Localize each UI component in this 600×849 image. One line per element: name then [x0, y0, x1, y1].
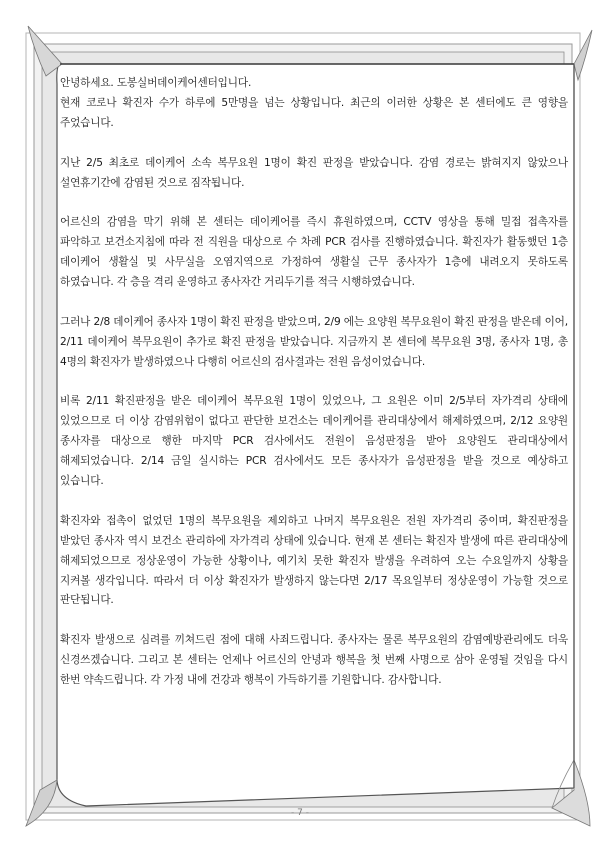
- paragraph-additional-cases: 그러나 2/8 데이케어 종사자 1명이 확진 판정을 받았으며, 2/9 에는 요양원 복무요원이 확진 판정을 받은데 이어, 2/11 데이케어 복무요원이 추가로 확진 판정을 받았습니다. 지금까지 본 센터에 복무요원 3명, 종사자 1명, 총 4명의 확진자가 발생하였으나 다행히 어르신의 검사결과는 전원 음성이었습니다.: [60, 315, 568, 368]
- paragraph-response: 어르신의 감염을 막기 위해 본 센터는 데이케어를 즉시 휴원하였으며, CCTV 영상을 통해 밀접 접촉자를 파악하고 보건소지침에 따라 전 직원을 대상으로 수 차례 PCR 검사를 진행하였습니다. 확진자가 활동했던 1층 데이케어 생활실 및 사무실을 오염지역으로 가정하여 생활실 근무 종사자가 1층에 내려오지 못하도록 하였습니다. 각 층을 격리 운영하고 종사자간 거리두기를 적극 시행하였습니다.: [60, 216, 568, 289]
- greeting-line: 안녕하세요. 도봉실버데이케어센터입니다.: [60, 77, 252, 89]
- paragraph-apology: 확진자 발생으로 심려를 끼쳐드린 점에 대해 사죄드립니다. 종사자는 물론 복무요원의 감염예방관리에도 더욱 신경쓰겠습니다. 그리고 본 센터는 언제나 어르신의 안녕과 행복을 첫 번째 사명으로 삼아 운영될 것임을 다시 한번 약속드립니다. 각 가정 내에 건강과 행복이 가득하기를 기원합니다. 감사합니다.: [60, 634, 568, 687]
- paragraph-reopening: 확진자와 접촉이 없었던 1명의 복무요원을 제외하고 나머지 복무요원은 전원 자가격리 중이며, 확진판정을 받았던 종사자 역시 보건소 관리하에 자가격리 상태에 있습니다. 현재 본 센터는 확진자 발생에 따른 관리대상에 해제되었으므로 정상운영이 가능한 상황이나, 예기치 못한 확진자 발생을 우려하여 오는 수요일까지 상황을 지켜볼 생각입니다. 따라서 더 이상 확진자가 발생하지 않는다면 2/17 목요일부터 정상운영이 가능할 것으로 판단됩니다.: [60, 514, 568, 607]
- paragraph-first-case: 지난 2/5 최초로 데이케어 소속 복무요원 1명이 확진 판정을 받았습니다. 감염 경로는 밝혀지지 않았으나 설연휴기간에 감염된 것으로 짐작됩니다.: [60, 156, 568, 189]
- page-number: - 7 -: [291, 808, 309, 818]
- letter-body: [60, 74, 568, 711]
- paragraph-intro: 현재 코로나 확진자 수가 하루에 5만명을 넘는 상황입니다. 최근의 이러한 상황은 본 센터에도 큰 영향을 주었습니다.: [60, 96, 568, 129]
- paragraph-release: 비록 2/11 확진판정을 받은 데이케어 복무요원 1명이 있었으나, 그 요원은 이미 2/5부터 자가격리 상태에 있었으므로 더 이상 감염위험이 없다고 판단한 보건소는 데이케어를 관리대상에서 해제하였으며, 2/12 요양원 종사자를 대상으로 행한 마지막 PCR 검사에서도 전원이 음성판정을 받아 요양원도 관리대상에서 해제되었습니다. 2/14 금일 실시하는 PCR 검사에서도 모든 종사자가 음성판정을 받을 것으로 예상하고 있습니다.: [60, 395, 568, 488]
